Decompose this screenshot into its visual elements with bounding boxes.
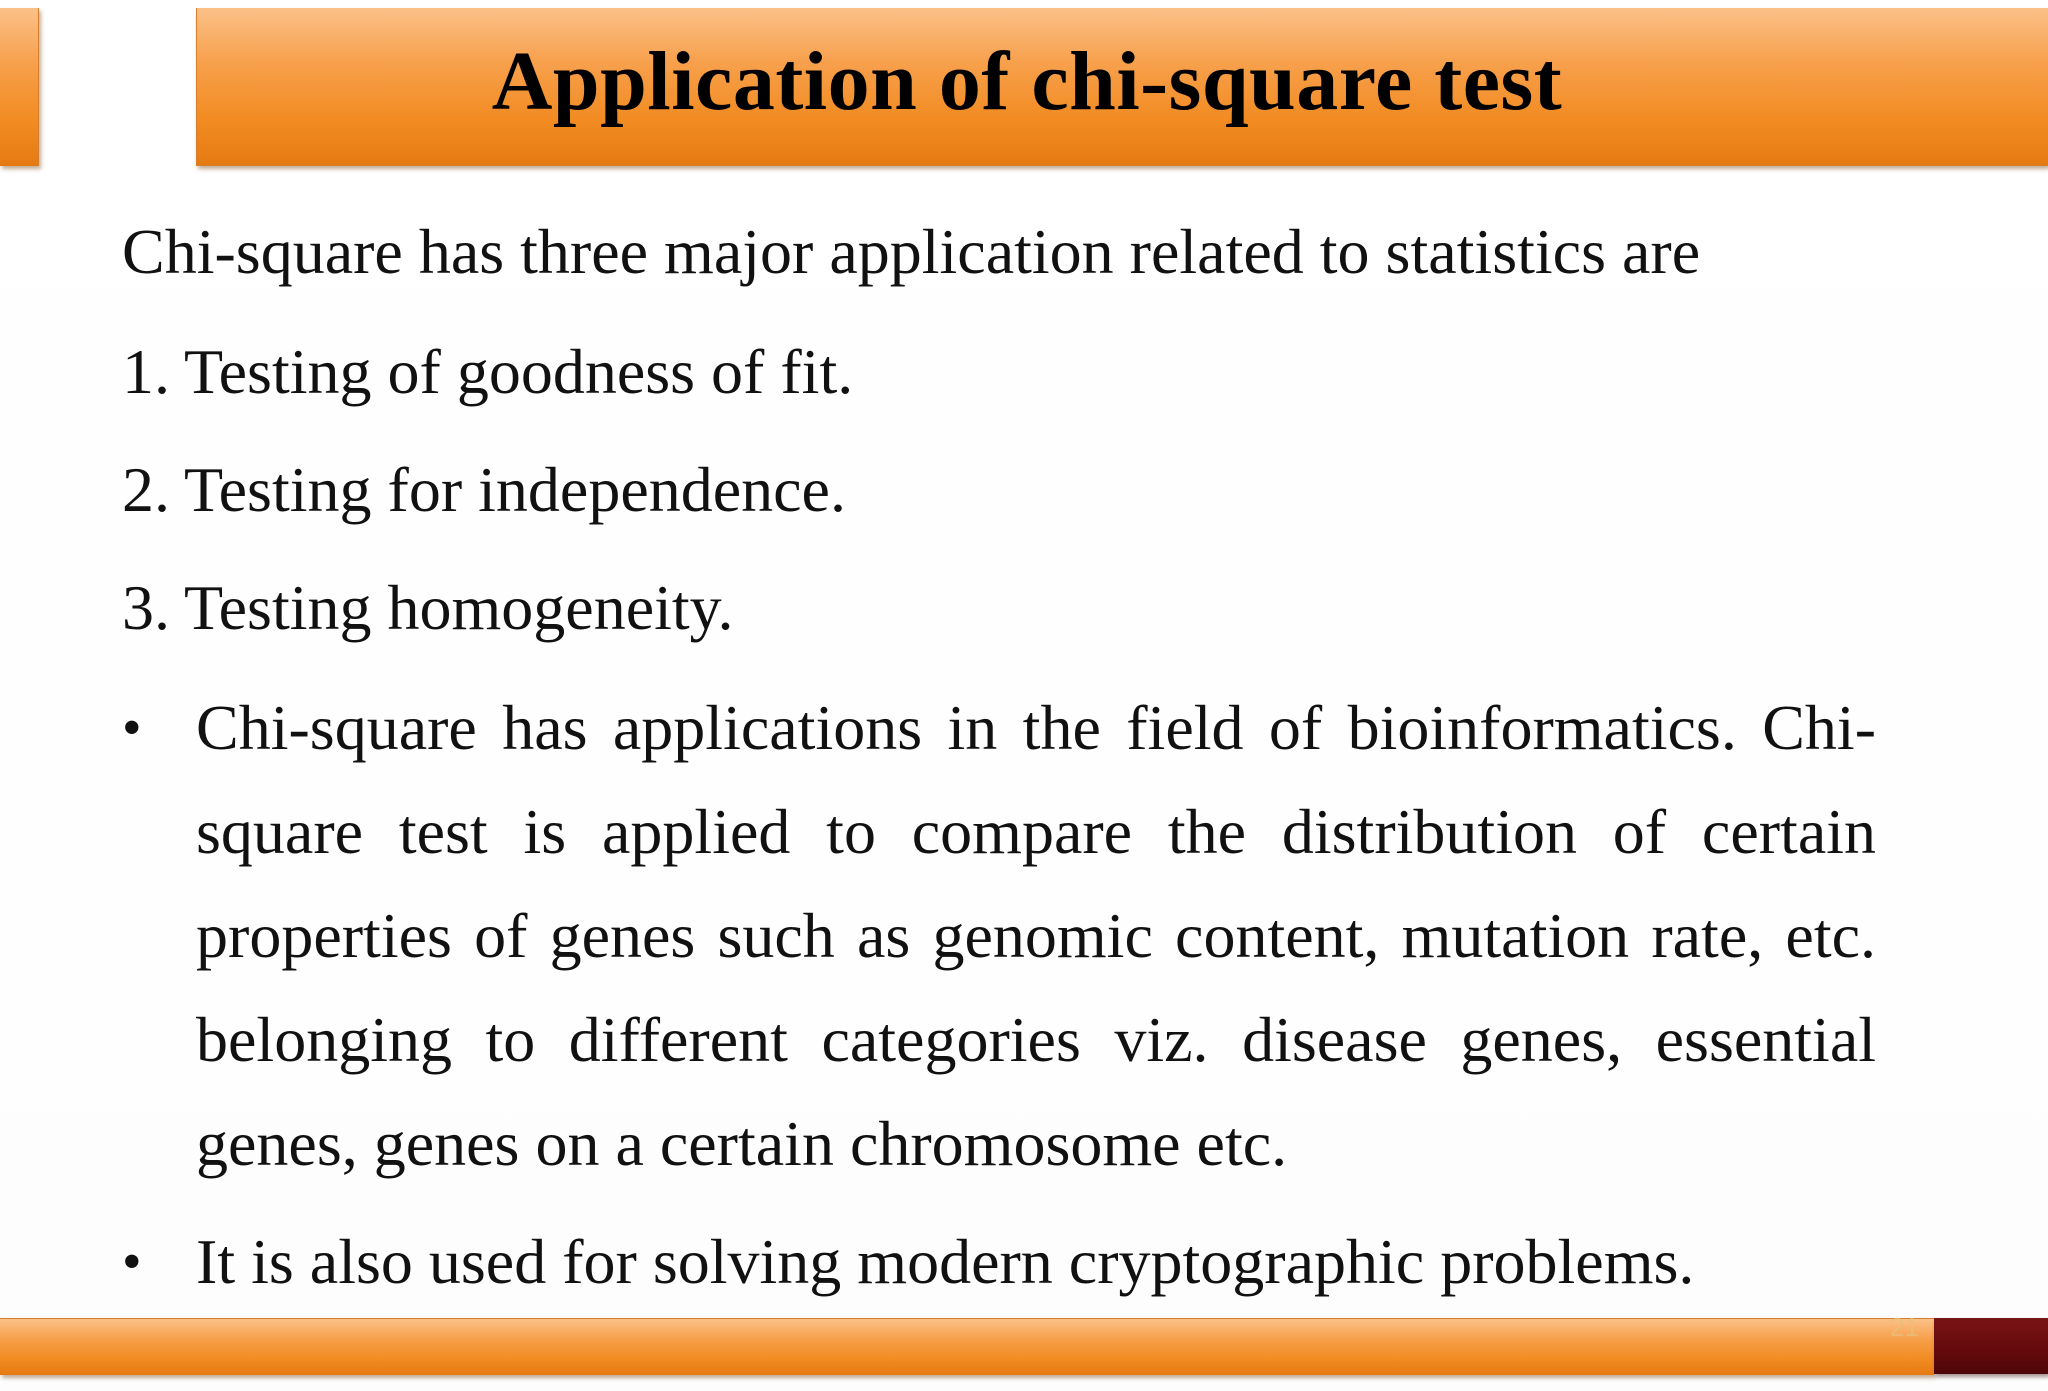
item-number: 1. [122,336,170,407]
bullet-item [122,676,1882,1196]
numbered-item [122,334,853,410]
bullet-symbol: • [122,697,142,759]
item-text: Testing homogeneity. [184,572,734,643]
numbered-item [122,570,734,646]
numbered-item [122,452,846,528]
item-text: Testing of goodness of fit. [184,336,854,407]
left-accent-tab [0,8,39,166]
item-number: 2. [122,454,170,525]
footer-bar [0,1318,1934,1375]
bullet-text: Chi-square has applications in the field of bioinformatics. Chi-square test is applied to compare the distribution of certain properties of genes such as genomic content, mutation rate, etc. belonging to different categories viz. disease genes, essential genes, genes on a certain chromosome etc. [196,692,1876,1179]
bullet-text: It is also used for solving modern cryptographic problems. [196,1226,1695,1297]
bullet-symbol: • [122,1231,142,1293]
title-banner [196,8,2048,166]
item-number: 3. [122,572,170,643]
bullet-item [122,1210,1882,1314]
page-number: 21 [1890,1312,1919,1342]
slide-title: Application of chi-square test [491,35,1563,128]
item-text: Testing for independence. [184,454,846,525]
intro-text: Chi-square has three major application related to statistics are [122,216,1701,287]
footer-dark-block [1934,1318,2048,1374]
